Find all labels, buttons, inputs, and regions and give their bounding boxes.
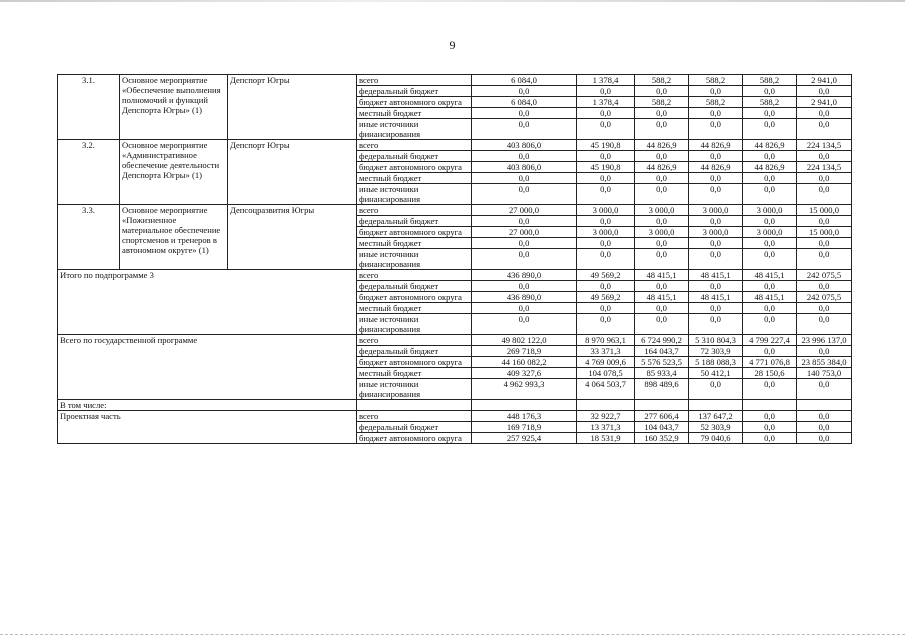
funding-source-cell: всего — [357, 75, 472, 86]
funding-source-cell: бюджет автономного округа — [357, 227, 472, 238]
amount-cell: 0,0 — [635, 108, 689, 119]
table-body — [58, 75, 852, 444]
funding-source-cell: бюджет автономного округа — [357, 357, 472, 368]
amount-cell: 0,0 — [635, 249, 689, 270]
amount-cell: 0,0 — [472, 108, 577, 119]
amount-cell: 588,2 — [743, 75, 797, 86]
empty-cell — [577, 400, 635, 411]
amount-cell: 0,0 — [797, 108, 852, 119]
amount-cell: 588,2 — [689, 97, 743, 108]
amount-cell: 0,0 — [797, 238, 852, 249]
scan-edge-bottom — [0, 634, 905, 636]
amount-cell: 0,0 — [743, 379, 797, 400]
amount-cell: 15 000,0 — [797, 227, 852, 238]
amount-cell: 403 806,0 — [472, 140, 577, 151]
funding-source-cell: федеральный бюджет — [357, 346, 472, 357]
amount-cell: 0,0 — [635, 151, 689, 162]
amount-cell: 169 718,9 — [472, 422, 577, 433]
table-row — [58, 140, 852, 151]
funding-source-cell: местный бюджет — [357, 173, 472, 184]
amount-cell: 0,0 — [472, 281, 577, 292]
amount-cell: 4 769 009,6 — [577, 357, 635, 368]
funding-source-cell: иные источники финансирования — [357, 379, 472, 400]
amount-cell: 257 925,4 — [472, 433, 577, 444]
funding-source-cell: иные источники финансирования — [357, 119, 472, 140]
amount-cell: 0,0 — [635, 184, 689, 205]
amount-cell: 4 771 076,8 — [743, 357, 797, 368]
funding-source-cell: иные источники финансирования — [357, 314, 472, 335]
amount-cell: 140 753,0 — [797, 368, 852, 379]
total-label-cell: Всего по государственной программе — [58, 335, 357, 400]
amount-cell: 0,0 — [635, 314, 689, 335]
funding-source-cell: бюджет автономного округа — [357, 433, 472, 444]
funding-source-cell: местный бюджет — [357, 368, 472, 379]
executor-cell: Депсоцразвития Югры — [228, 205, 357, 270]
table-row — [58, 335, 852, 346]
amount-cell: 0,0 — [635, 216, 689, 227]
amount-cell: 0,0 — [635, 281, 689, 292]
amount-cell: 23 996 137,0 — [797, 335, 852, 346]
amount-cell: 436 890,0 — [472, 270, 577, 281]
amount-cell: 0,0 — [472, 173, 577, 184]
funding-source-cell: всего — [357, 335, 472, 346]
amount-cell: 27 000,0 — [472, 227, 577, 238]
amount-cell: 0,0 — [689, 281, 743, 292]
amount-cell: 0,0 — [577, 184, 635, 205]
amount-cell: 1 378,4 — [577, 97, 635, 108]
amount-cell: 104 043,7 — [635, 422, 689, 433]
funding-source-cell: всего — [357, 140, 472, 151]
amount-cell: 0,0 — [577, 216, 635, 227]
amount-cell: 48 415,1 — [635, 292, 689, 303]
amount-cell: 52 303,9 — [689, 422, 743, 433]
table-row — [58, 411, 852, 422]
amount-cell: 0,0 — [743, 216, 797, 227]
amount-cell: 0,0 — [577, 238, 635, 249]
amount-cell: 44 826,9 — [743, 162, 797, 173]
amount-cell: 242 075,5 — [797, 270, 852, 281]
empty-cell — [689, 400, 743, 411]
amount-cell: 0,0 — [797, 379, 852, 400]
amount-cell: 0,0 — [797, 173, 852, 184]
amount-cell: 0,0 — [689, 86, 743, 97]
amount-cell: 588,2 — [635, 75, 689, 86]
amount-cell: 8 970 963,1 — [577, 335, 635, 346]
amount-cell: 0,0 — [797, 86, 852, 97]
funding-source-cell: федеральный бюджет — [357, 151, 472, 162]
table-row — [58, 270, 852, 281]
funding-source-cell: иные источники финансирования — [357, 184, 472, 205]
empty-cell — [743, 400, 797, 411]
amount-cell: 6 084,0 — [472, 97, 577, 108]
amount-cell: 0,0 — [797, 433, 852, 444]
scan-edge-top — [0, 0, 905, 2]
amount-cell: 0,0 — [635, 119, 689, 140]
amount-cell: 0,0 — [577, 303, 635, 314]
amount-cell: 48 415,1 — [743, 292, 797, 303]
amount-cell: 44 826,9 — [635, 140, 689, 151]
measure-name-cell: Основное мероприятие «Обеспечение выполнения полномочий и функций Депспорта Югры» (1) — [120, 75, 228, 140]
amount-cell: 0,0 — [472, 86, 577, 97]
amount-cell: 4 962 993,3 — [472, 379, 577, 400]
amount-cell: 4 799 227,4 — [743, 335, 797, 346]
amount-cell: 0,0 — [635, 173, 689, 184]
amount-cell: 0,0 — [635, 303, 689, 314]
amount-cell: 0,0 — [797, 303, 852, 314]
amount-cell: 0,0 — [743, 119, 797, 140]
amount-cell: 436 890,0 — [472, 292, 577, 303]
amount-cell: 0,0 — [472, 238, 577, 249]
funding-source-cell: федеральный бюджет — [357, 422, 472, 433]
amount-cell: 0,0 — [577, 173, 635, 184]
amount-cell: 448 176,3 — [472, 411, 577, 422]
amount-cell: 0,0 — [689, 151, 743, 162]
amount-cell: 0,0 — [743, 151, 797, 162]
empty-cell — [472, 400, 577, 411]
measure-name-cell: Основное мероприятие «Административное обеспечение деятельности Депспорта Югры» (1) — [120, 140, 228, 205]
amount-cell: 44 826,9 — [635, 162, 689, 173]
empty-cell — [635, 400, 689, 411]
executor-cell: Депспорт Югры — [228, 75, 357, 140]
amount-cell: 164 043,7 — [635, 346, 689, 357]
amount-cell: 0,0 — [743, 238, 797, 249]
amount-cell: 0,0 — [743, 249, 797, 270]
amount-cell: 0,0 — [743, 346, 797, 357]
amount-cell: 50 412,1 — [689, 368, 743, 379]
amount-cell: 23 855 384,0 — [797, 357, 852, 368]
amount-cell: 277 606,4 — [635, 411, 689, 422]
amount-cell: 3 000,0 — [577, 227, 635, 238]
amount-cell: 224 134,5 — [797, 162, 852, 173]
amount-cell: 0,0 — [577, 151, 635, 162]
amount-cell: 6 724 990,2 — [635, 335, 689, 346]
amount-cell: 3 000,0 — [635, 205, 689, 216]
amount-cell: 2 941,0 — [797, 75, 852, 86]
amount-cell: 27 000,0 — [472, 205, 577, 216]
funding-source-cell: федеральный бюджет — [357, 281, 472, 292]
amount-cell: 44 826,9 — [743, 140, 797, 151]
amount-cell: 1 378,4 — [577, 75, 635, 86]
amount-cell: 0,0 — [472, 184, 577, 205]
amount-cell: 0,0 — [689, 216, 743, 227]
in-that-label-cell: В том числе: — [58, 400, 357, 411]
amount-cell: 72 303,9 — [689, 346, 743, 357]
row-number-cell: 3.3. — [58, 205, 120, 270]
funding-source-cell: местный бюджет — [357, 303, 472, 314]
amount-cell: 49 569,2 — [577, 292, 635, 303]
amount-cell: 49 802 122,0 — [472, 335, 577, 346]
funding-source-cell: федеральный бюджет — [357, 216, 472, 227]
amount-cell: 3 000,0 — [743, 205, 797, 216]
amount-cell: 0,0 — [689, 314, 743, 335]
amount-cell: 0,0 — [743, 173, 797, 184]
amount-cell: 48 415,1 — [635, 270, 689, 281]
amount-cell: 0,0 — [743, 184, 797, 205]
amount-cell: 0,0 — [743, 314, 797, 335]
empty-cell — [357, 400, 472, 411]
table-row — [58, 400, 852, 411]
amount-cell: 588,2 — [689, 75, 743, 86]
amount-cell: 0,0 — [743, 108, 797, 119]
amount-cell: 0,0 — [797, 411, 852, 422]
amount-cell: 0,0 — [689, 173, 743, 184]
amount-cell: 3 000,0 — [689, 205, 743, 216]
amount-cell: 15 000,0 — [797, 205, 852, 216]
amount-cell: 48 415,1 — [743, 270, 797, 281]
amount-cell: 0,0 — [797, 151, 852, 162]
funding-source-cell: бюджет автономного округа — [357, 97, 472, 108]
amount-cell: 0,0 — [577, 119, 635, 140]
amount-cell: 0,0 — [689, 108, 743, 119]
amount-cell: 0,0 — [577, 86, 635, 97]
amount-cell: 0,0 — [689, 238, 743, 249]
funding-source-cell: бюджет автономного округа — [357, 292, 472, 303]
amount-cell: 0,0 — [689, 184, 743, 205]
row-number-cell: 3.1. — [58, 75, 120, 140]
amount-cell: 79 040,6 — [689, 433, 743, 444]
amount-cell: 3 000,0 — [689, 227, 743, 238]
funding-source-cell: иные источники финансирования — [357, 249, 472, 270]
amount-cell: 5 188 088,3 — [689, 357, 743, 368]
amount-cell: 85 933,4 — [635, 368, 689, 379]
amount-cell: 0,0 — [743, 281, 797, 292]
amount-cell: 0,0 — [743, 422, 797, 433]
amount-cell: 242 075,5 — [797, 292, 852, 303]
budget-table — [57, 74, 852, 444]
amount-cell: 6 084,0 — [472, 75, 577, 86]
amount-cell: 13 371,3 — [577, 422, 635, 433]
amount-cell: 0,0 — [472, 151, 577, 162]
amount-cell: 45 190,8 — [577, 140, 635, 151]
amount-cell: 0,0 — [635, 238, 689, 249]
amount-cell: 49 569,2 — [577, 270, 635, 281]
amount-cell: 224 134,5 — [797, 140, 852, 151]
amount-cell: 269 718,9 — [472, 346, 577, 357]
amount-cell: 0,0 — [743, 411, 797, 422]
amount-cell: 3 000,0 — [577, 205, 635, 216]
amount-cell: 0,0 — [472, 314, 577, 335]
funding-source-cell: всего — [357, 411, 472, 422]
amount-cell: 0,0 — [797, 346, 852, 357]
amount-cell: 0,0 — [472, 216, 577, 227]
executor-cell: Депспорт Югры — [228, 140, 357, 205]
amount-cell: 0,0 — [689, 119, 743, 140]
amount-cell: 32 922,7 — [577, 411, 635, 422]
amount-cell: 33 371,3 — [577, 346, 635, 357]
table-row — [58, 205, 852, 216]
amount-cell: 0,0 — [797, 422, 852, 433]
amount-cell: 5 576 523,5 — [635, 357, 689, 368]
amount-cell: 0,0 — [743, 303, 797, 314]
funding-source-cell: федеральный бюджет — [357, 86, 472, 97]
amount-cell: 48 415,1 — [689, 270, 743, 281]
amount-cell: 0,0 — [797, 281, 852, 292]
amount-cell: 0,0 — [797, 184, 852, 205]
amount-cell: 0,0 — [797, 119, 852, 140]
table-row — [58, 75, 852, 86]
amount-cell: 48 415,1 — [689, 292, 743, 303]
amount-cell: 104 078,5 — [577, 368, 635, 379]
amount-cell: 160 352,9 — [635, 433, 689, 444]
funding-source-cell: местный бюджет — [357, 238, 472, 249]
amount-cell: 44 160 082,2 — [472, 357, 577, 368]
amount-cell: 44 826,9 — [689, 140, 743, 151]
amount-cell: 0,0 — [689, 379, 743, 400]
amount-cell: 0,0 — [797, 314, 852, 335]
amount-cell: 0,0 — [472, 303, 577, 314]
funding-source-cell: бюджет автономного округа — [357, 162, 472, 173]
amount-cell: 0,0 — [689, 303, 743, 314]
amount-cell: 5 310 804,3 — [689, 335, 743, 346]
amount-cell: 28 150,6 — [743, 368, 797, 379]
amount-cell: 409 327,6 — [472, 368, 577, 379]
amount-cell: 45 190,8 — [577, 162, 635, 173]
funding-source-cell: местный бюджет — [357, 108, 472, 119]
total-label-cell: Итого по подпрограмме 3 — [58, 270, 357, 335]
project-label-cell: Проектная часть — [58, 411, 357, 444]
amount-cell: 0,0 — [689, 249, 743, 270]
amount-cell: 0,0 — [577, 108, 635, 119]
amount-cell: 44 826,9 — [689, 162, 743, 173]
amount-cell: 403 806,0 — [472, 162, 577, 173]
measure-name-cell: Основное мероприятие «Пожизненное материальное обеспечение спортсменов и тренеров в автономном округе» (1) — [120, 205, 228, 270]
amount-cell: 0,0 — [797, 249, 852, 270]
amount-cell: 18 531,9 — [577, 433, 635, 444]
amount-cell: 137 647,2 — [689, 411, 743, 422]
amount-cell: 0,0 — [577, 249, 635, 270]
amount-cell: 3 000,0 — [635, 227, 689, 238]
amount-cell: 0,0 — [635, 86, 689, 97]
amount-cell: 588,2 — [635, 97, 689, 108]
amount-cell: 3 000,0 — [743, 227, 797, 238]
amount-cell: 0,0 — [577, 314, 635, 335]
amount-cell: 0,0 — [472, 249, 577, 270]
page-number: 9 — [449, 38, 456, 52]
amount-cell: 898 489,6 — [635, 379, 689, 400]
amount-cell: 0,0 — [743, 86, 797, 97]
amount-cell: 0,0 — [577, 281, 635, 292]
funding-source-cell: всего — [357, 205, 472, 216]
row-number-cell: 3.2. — [58, 140, 120, 205]
funding-source-cell: всего — [357, 270, 472, 281]
amount-cell: 588,2 — [743, 97, 797, 108]
amount-cell: 0,0 — [472, 119, 577, 140]
amount-cell: 0,0 — [797, 216, 852, 227]
amount-cell: 2 941,0 — [797, 97, 852, 108]
empty-cell — [797, 400, 852, 411]
amount-cell: 4 064 503,7 — [577, 379, 635, 400]
amount-cell: 0,0 — [743, 433, 797, 444]
